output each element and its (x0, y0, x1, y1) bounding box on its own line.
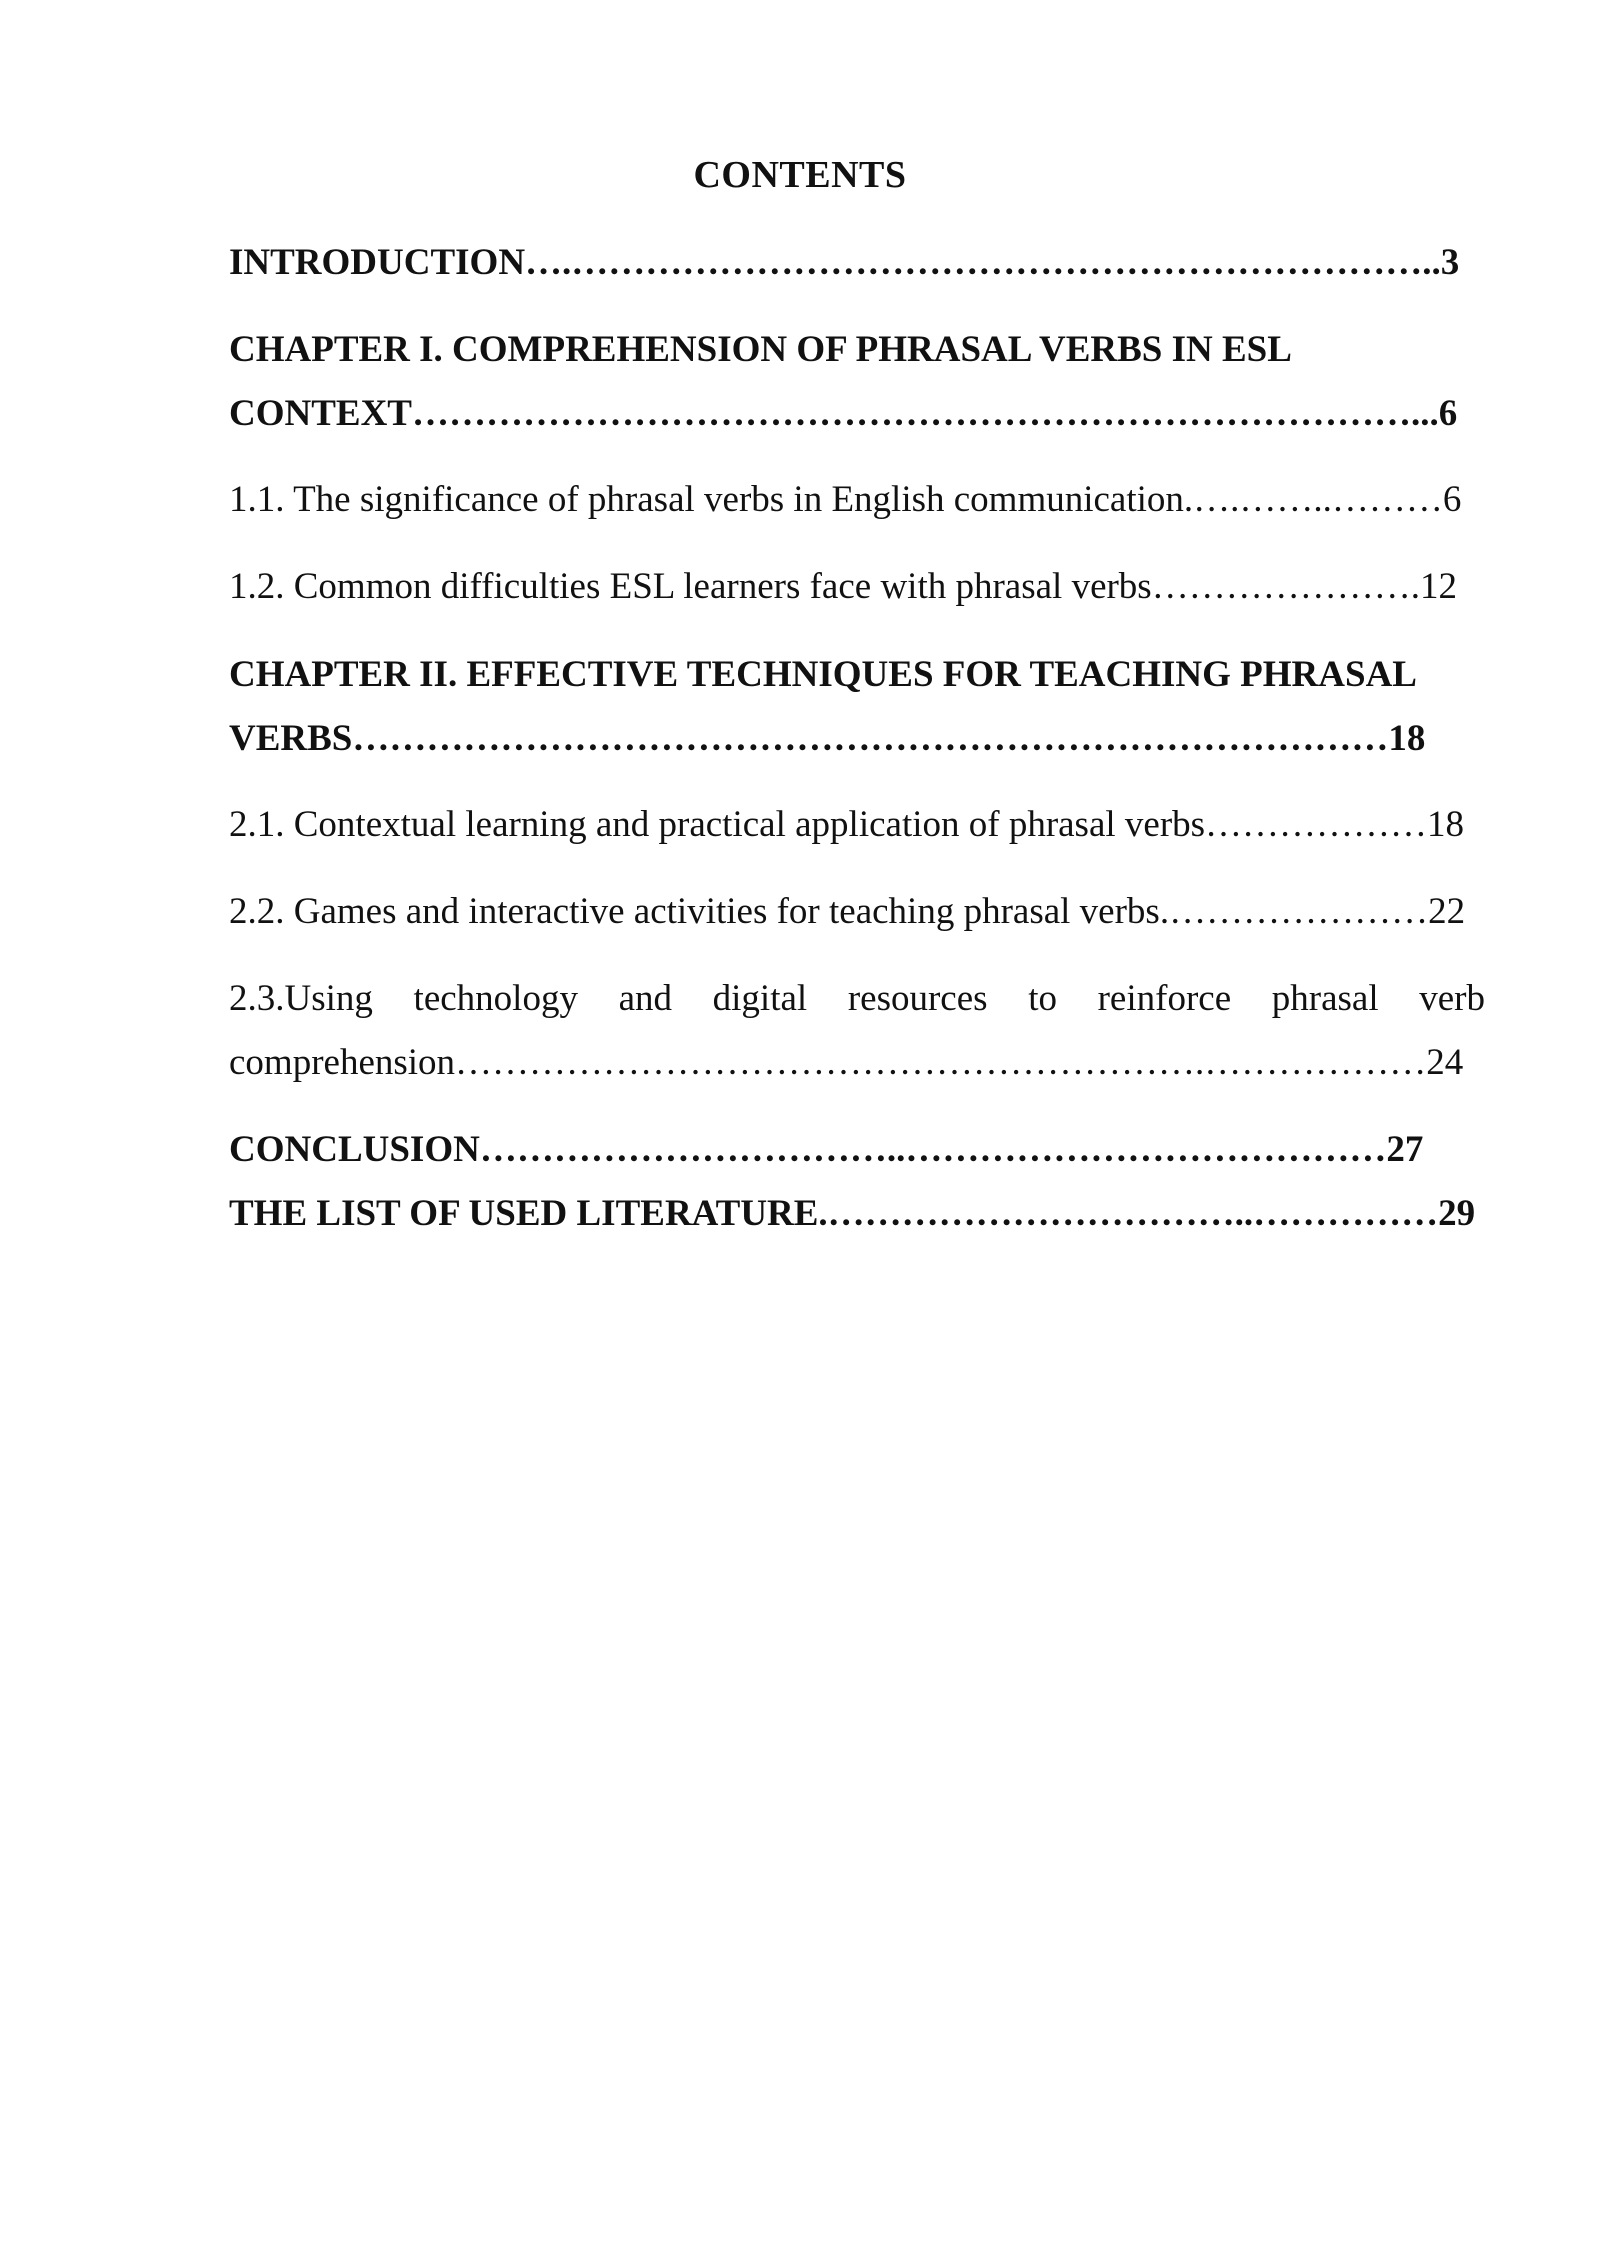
toc-entry-section-1-1: 1.1. The significance of phrasal verbs in English communication.….……..………6 (229, 479, 1462, 520)
toc-entry-section-1-2: 1.2. Common difficulties ESL learners face with phrasal verbs………………….12 (229, 566, 1457, 607)
toc-entry-section-2-3-line-2: comprehension…………………………………………………….………………24 (229, 1042, 1464, 1083)
toc-entry-chapter-1-line-2: CONTEXT………………………………………………………………………...6 (229, 393, 1458, 434)
toc-entry-chapter-2-line-2: VERBS…………………………………………………………………………18 (229, 718, 1426, 759)
toc-entry-introduction: INTRODUCTION….……………………………………………………………..3 (229, 242, 1460, 283)
toc-entry-chapter-2-line-1: CHAPTER II. EFFECTIVE TECHNIQUES FOR TEACHING PHRASAL (229, 654, 1417, 695)
toc-entry-section-2-1: 2.1. Contextual learning and practical application of phrasal verbs………………18 (229, 804, 1465, 845)
toc-entry-section-2-2: 2.2. Games and interactive activities for teaching phrasal verbs.…………………22 (229, 891, 1466, 932)
toc-entry-chapter-1-line-1: CHAPTER I. COMPREHENSION OF PHRASAL VERBS IN ESL (229, 329, 1292, 370)
contents-heading: CONTENTS (693, 154, 907, 196)
toc-entry-conclusion: CONCLUSION……………………………..…………………………………27 (229, 1129, 1424, 1170)
toc-entry-literature: THE LIST OF USED LITERATURE.……………………………..……………29 (229, 1193, 1476, 1234)
toc-entry-section-2-3-line-1: 2.3.Using technology and digital resources to reinforce phrasal verb (229, 978, 1485, 1019)
